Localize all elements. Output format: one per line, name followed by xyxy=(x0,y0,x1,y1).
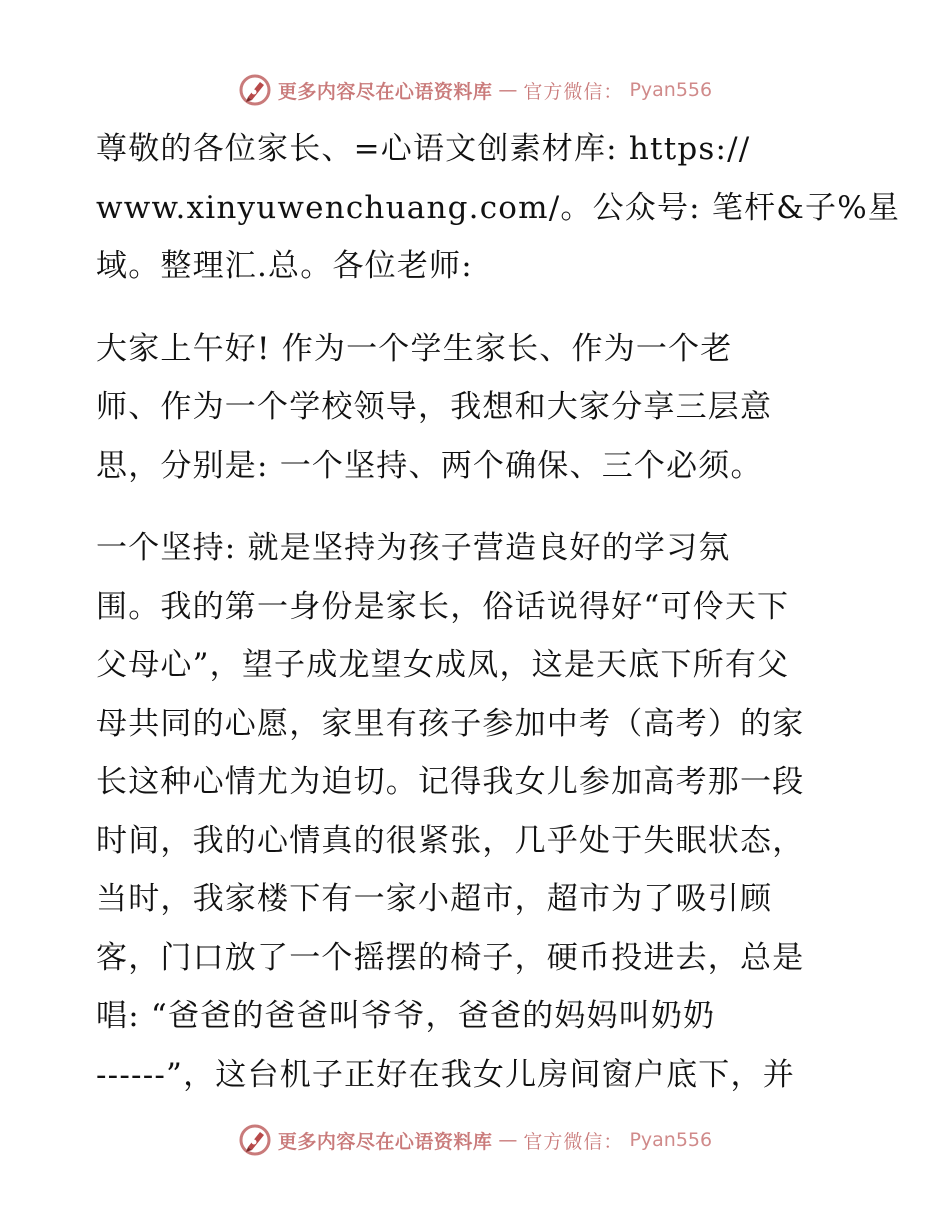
watermark-separator: — xyxy=(498,79,518,101)
paragraph-1 xyxy=(96,120,901,296)
header-watermark xyxy=(0,70,950,110)
text-line: 思，分别是: 一个坚持、两个确保、三个必须。 xyxy=(96,447,763,484)
pen-logo-icon xyxy=(238,1123,272,1157)
pen-logo-icon xyxy=(238,73,272,107)
text-line: 域。整理汇.总。各位老师: xyxy=(96,248,473,284)
watermark-separator: — xyxy=(498,1129,518,1151)
text-line: www.xinyuwenchuang.com/。公众号: 笔杆&子%星 xyxy=(96,189,901,226)
watermark-wechat-label: 官方微信： xyxy=(523,1130,624,1153)
watermark-wechat-label: 官方微信： xyxy=(523,80,624,103)
text-line: 客，门口放了一个摇摆的椅子，硬币投进去，总是 xyxy=(96,939,805,976)
text-line: 尊敬的各位家长、=心语文创素材库: https:// xyxy=(96,131,751,167)
text-line: 唱: “爸爸的爸爸叫爷爷，爸爸的妈妈叫奶奶 xyxy=(96,998,716,1034)
watermark-main-text: 更多内容尽在心语资料库 xyxy=(277,80,493,103)
text-line: ------”，这台机子正好在我女儿房间窗户底下，并 xyxy=(96,1056,795,1093)
watermark-wechat-id: Pyan556 xyxy=(629,1129,713,1151)
footer-watermark xyxy=(0,1120,950,1160)
text-line: 父母心”，望子成龙望女成凤，这是天底下所有父 xyxy=(96,647,790,683)
paragraph-3 xyxy=(96,519,856,1104)
watermark-wechat-id: Pyan556 xyxy=(629,79,713,101)
text-line: 母共同的心愿，家里有孩子参加中考（高考）的家 xyxy=(96,705,805,742)
watermark-main-text: 更多内容尽在心语资料库 xyxy=(277,1130,493,1153)
text-line: 长这种心情尤为迫切。记得我女儿参加高考那一段 xyxy=(96,764,805,800)
text-line: 围。我的第一身份是家长，俗话说得好“可伶天下 xyxy=(96,588,790,625)
text-line: 当时，我家楼下有一家小超市，超市为了吸引顾 xyxy=(96,881,773,917)
paragraph-2 xyxy=(96,320,856,496)
text-line: 大家上午好! 作为一个学生家长、作为一个老 xyxy=(96,330,733,367)
document-body xyxy=(96,120,901,1128)
text-line: 师、作为一个学校领导，我想和大家分享三层意 xyxy=(96,389,773,425)
text-line: 一个坚持: 就是坚持为孩子营造良好的学习氛 xyxy=(96,530,731,566)
text-line: 时间，我的心情真的很紧张，几乎处于失眠状态， xyxy=(96,822,805,859)
